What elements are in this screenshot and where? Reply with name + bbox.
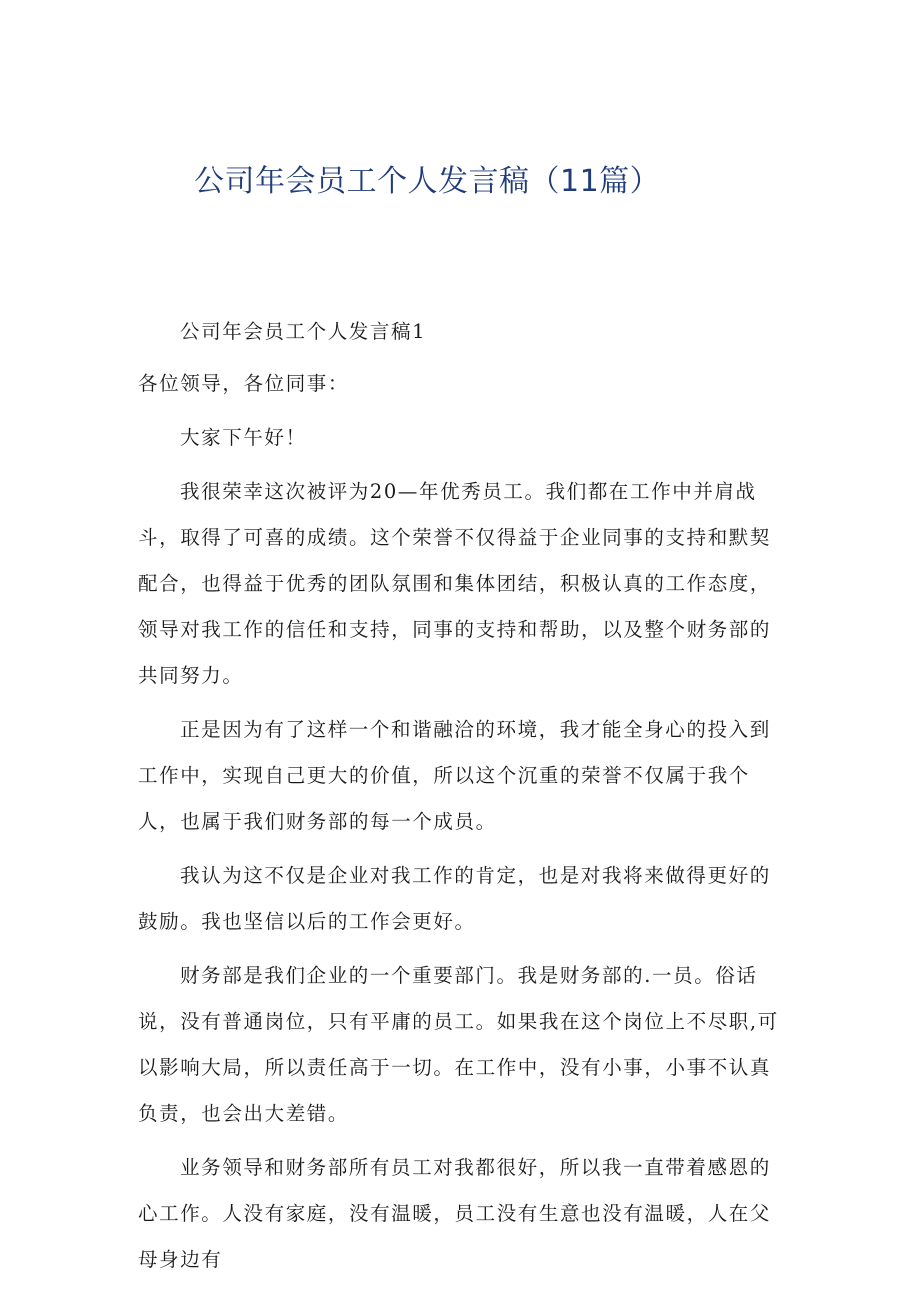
paragraph: 我认为这不仅是企业对我工作的肯定，也是对我将来做得更好的鼓励。我也坚信以后的工作会更好。 bbox=[138, 864, 771, 933]
greeting: 大家下午好！ bbox=[180, 426, 307, 449]
document-body bbox=[138, 309, 788, 1283]
document-title: 公司年会员工个人发言稿（11篇） bbox=[194, 164, 661, 199]
paragraph: 财务部是我们企业的一个重要部门。我是财务部的.一员。俗话说，没有普通岗位，只有平庸的员工。如果我在这个岗位上不尽职,可以影响大局，所以责任高于一切。在工作中，没有小事，小事不认真负责，也会出大差错。 bbox=[138, 964, 779, 1125]
paragraph: 正是因为有了这样一个和谐融洽的环境，我才能全身心的投入到工作中，实现自己更大的价值，所以这个沉重的荣誉不仅属于我个人，也属于我们财务部的每一个成员。 bbox=[138, 718, 771, 833]
paragraph: 我很荣幸这次被评为20—年优秀员工。我们都在工作中并肩战斗，取得了可喜的成绩。这个荣誉不仅得益于企业同事的支持和默契配合，也得益于优秀的团队氛围和集体团结，积极认真的工作态度，领导对我工作的信任和支持，同事的支持和帮助，以及整个财务部的共同努力。 bbox=[138, 480, 772, 687]
article-title: 公司年会员工个人发言稿1 bbox=[180, 320, 427, 343]
paragraph: 业务领导和财务部所有员工对我都很好，所以我一直带着感恩的心工作。人没有家庭，没有温暖，员工没有生意也没有温暖，人在父母身边有 bbox=[138, 1156, 772, 1271]
salutation: 各位领导，各位同事： bbox=[138, 372, 350, 395]
